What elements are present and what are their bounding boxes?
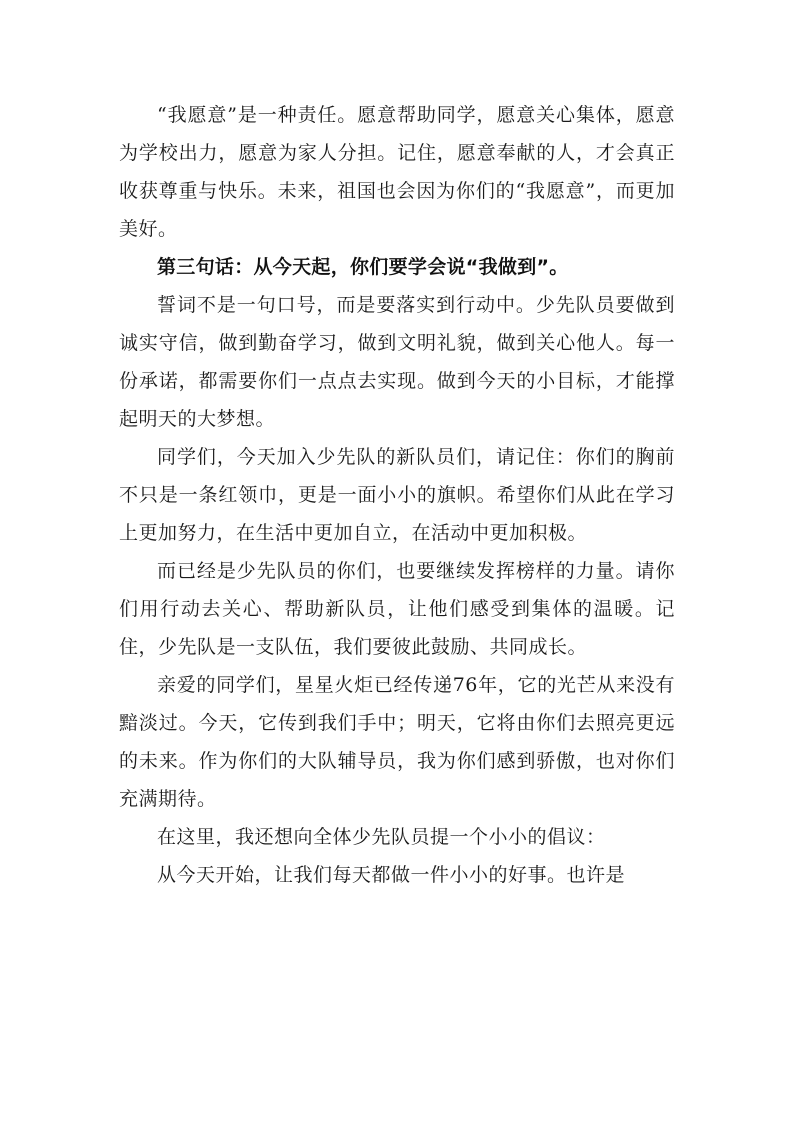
paragraph-proposal-intro: 在这里，我还想向全体少先队员提一个小小的倡议： (157, 826, 606, 848)
paragraph-third-sentence-heading: 第三句话：从今天起，你们要学会说“我做到”。 (157, 256, 569, 278)
paragraph-star-torch: 亲爱的同学们，星星火炬已经传递76年，它的光芒从来没有黯淡过。今天，它传到我们手中；明天，它将由你们去照亮更远的未来。作为你们的大队辅导员，我为你们感到骄傲，也对你们充满期待。 (119, 674, 675, 810)
paragraph-new-members: 同学们，今天加入少先队的新队员们，请记住：你们的胸前不只是一条红领巾，更是一面小小的旗帜。希望你们从此在学习上更加努力，在生活中更加自立，在活动中更加积极。 (119, 446, 675, 544)
paragraph-willing-responsibility: “我愿意”是一种责任。愿意帮助同学，愿意关心集体，愿意为学校出力，愿意为家人分担。记住，愿意奉献的人，才会真正收获尊重与快乐。未来，祖国也会因为你们的“我愿意”，而更加美好。 (119, 104, 675, 240)
paragraph-oath-action: 誓词不是一句口号，而是要落实到行动中。少先队员要做到诚实守信，做到勤奋学习，做到文明礼貌，做到关心他人。每一份承诺，都需要你们一点点去实现。做到今天的小目标，才能撑起明天的大梦想。 (119, 294, 675, 430)
paragraph-existing-members: 而已经是少先队员的你们，也要继续发挥榜样的力量。请你们用行动去关心、帮助新队员，让他们感受到集体的温暖。记住，少先队是一支队伍，我们要彼此鼓励、共同成长。 (119, 560, 675, 658)
document-body (119, 96, 675, 894)
paragraph-daily-good-deed: 从今天开始，让我们每天都做一件小小的好事。也许是 (157, 864, 626, 886)
